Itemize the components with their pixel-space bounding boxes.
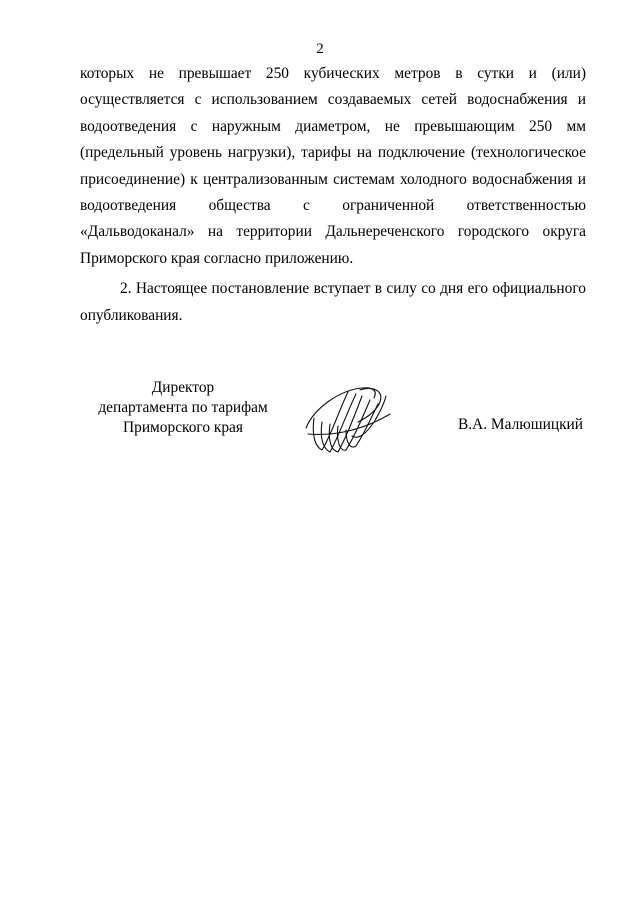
effective-date-paragraph: 2. Настоящее постановление вступает в силу со дня его официального опубликования. (80, 280, 586, 324)
body-paragraph: которых не превышает 250 кубических метров в сутки и (или) осуществляется с использованием создаваемых сетей водоснабжения и водоотведения с наружным диаметром, не превышающим 250 мм (предельный уровень нагрузки), тарифы на подключение (технологическое присоединение) к централизованным системам холодного водоснабжения и водоотведения общества с ограниченной ответственностью «Дальводоканал» на территории Дальнереченского городского округа Приморского края согласно приложению. (80, 65, 586, 267)
signer-title-line: Приморского края (123, 419, 243, 436)
handwritten-signature (300, 378, 400, 458)
signer-name: В.А. Малюшицкий (458, 416, 584, 433)
signer-title (78, 378, 288, 438)
page-number: 2 (316, 41, 324, 57)
document-body (80, 61, 586, 329)
signer-title-line: департамента по тарифам (98, 399, 268, 416)
signer-title-line: Директор (151, 379, 215, 396)
